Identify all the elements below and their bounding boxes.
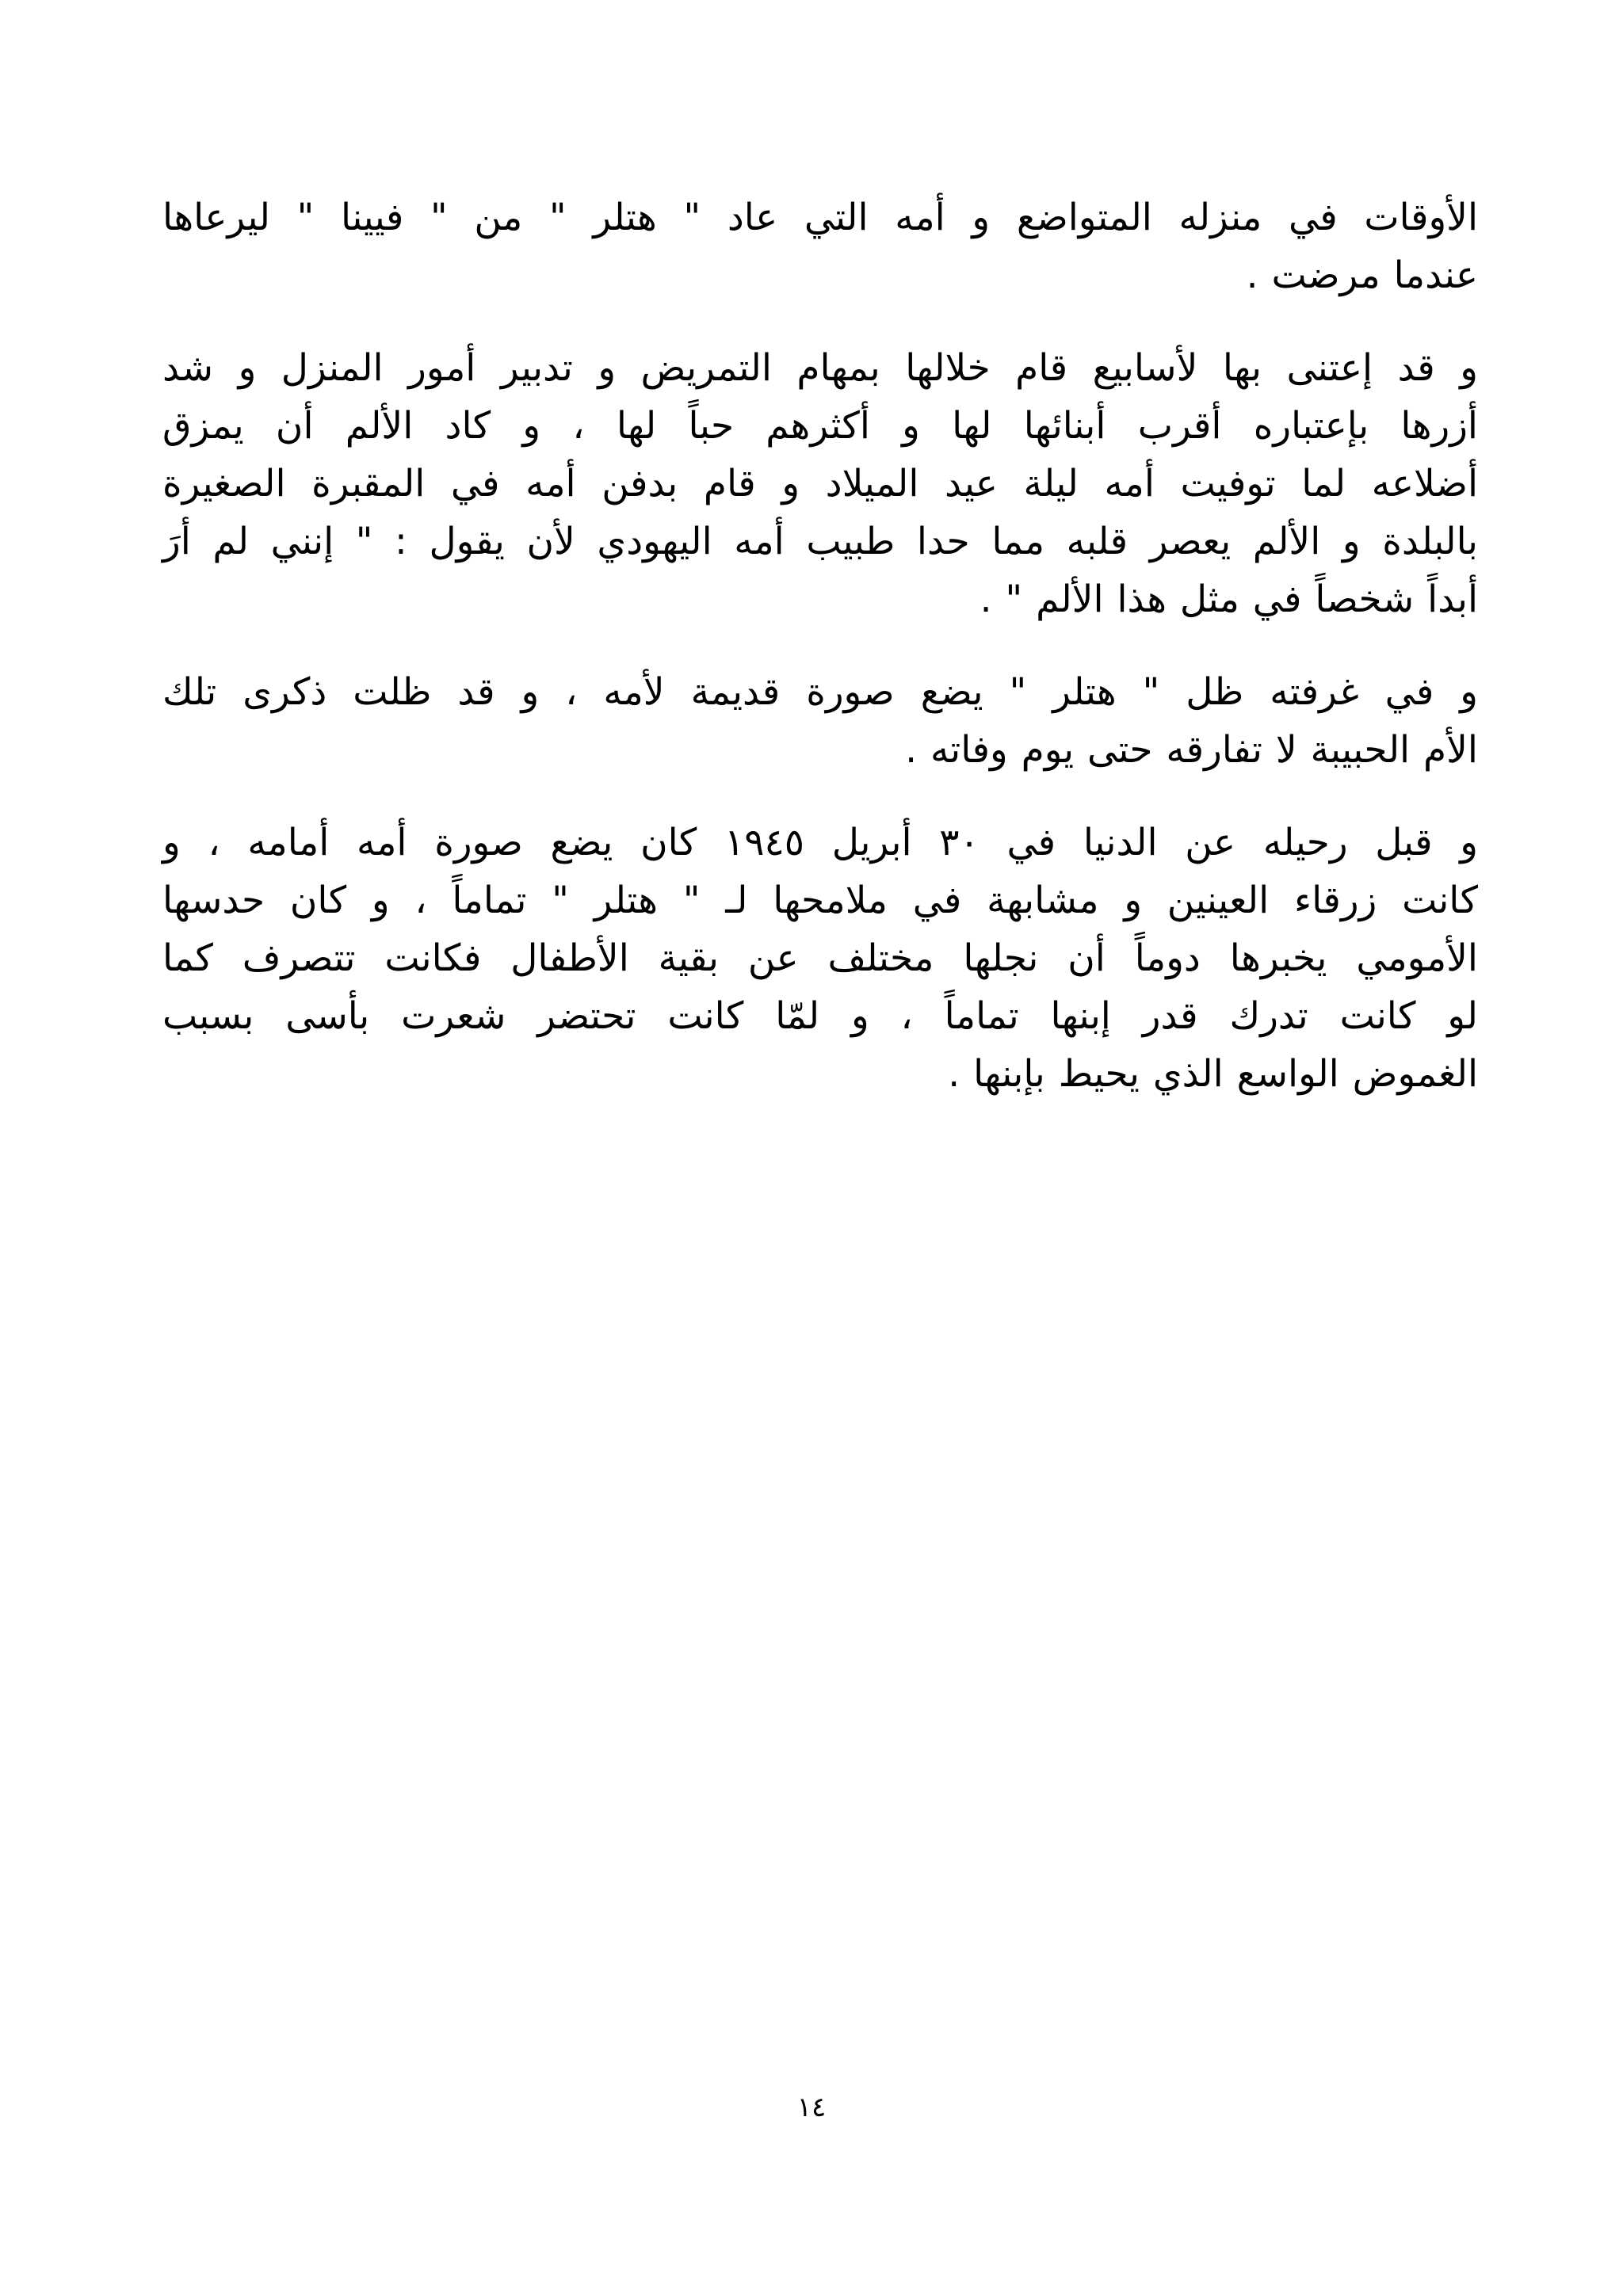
paragraph-1 [162, 189, 1478, 304]
text-line: الأوقات في منزله المتواضع و أمه التي عاد " هتلر " من " فيينا " ليرعاها [162, 196, 1478, 239]
text-line: و في غرفته ظل " هتلر " يضع صورة قديمة لأمه ، و قد ظلت ذكرى تلك [162, 670, 1478, 714]
text-line: عندما مرضت . [1246, 254, 1478, 297]
paragraph-4 [162, 814, 1478, 1103]
text-line: أبداً شخصاً في مثل هذا الألم " . [980, 578, 1478, 621]
text-line: و قد إعتنى بها لأسابيع قام خلالها بمهام التمريض و تدبير أمور المنزل و شد [162, 346, 1478, 390]
text-line: كانت زرقاء العينين و مشابهة في ملامحها لـ " هتلر " تماماً ، و كان حدسها [162, 879, 1478, 922]
paragraph-2 [162, 339, 1478, 628]
text-line: بالبلدة و الألم يعصر قلبه مما حدا طبيب أمه اليهودي لأن يقول : " إنني لم أرَ [162, 520, 1478, 563]
text-line: و قبل رحيله عن الدنيا في ٣٠ أبريل ١٩٤٥ كان يضع صورة أمه أمامه ، و [162, 821, 1478, 864]
text-line: الأمومي يخبرها دوماً أن نجلها مختلف عن بقية الأطفال فكانت تتصرف كما [162, 936, 1478, 980]
text-line: أزرها بإعتباره أقرب أبنائها لها و أكثرهم حباً لها ، و كاد الألم أن يمزق [162, 404, 1478, 448]
page-number: ١٤ [796, 2092, 827, 2123]
text-line: لو كانت تدرك قدر إبنها تماماً ، و لمّا كانت تحتضر شعرت بأسى بسبب [162, 994, 1478, 1038]
text-line: الغموض الواسع الذي يحيط بإبنها . [948, 1052, 1478, 1096]
paragraph-3 [162, 663, 1478, 779]
text-line: أضلاعه لما توفيت أمه ليلة عيد الميلاد و قام بدفن أمه في المقبرة الصغيرة [162, 462, 1478, 505]
text-line: الأم الحبيبة لا تفارقه حتى يوم وفاته . [905, 728, 1478, 772]
body-text [162, 189, 1478, 1138]
